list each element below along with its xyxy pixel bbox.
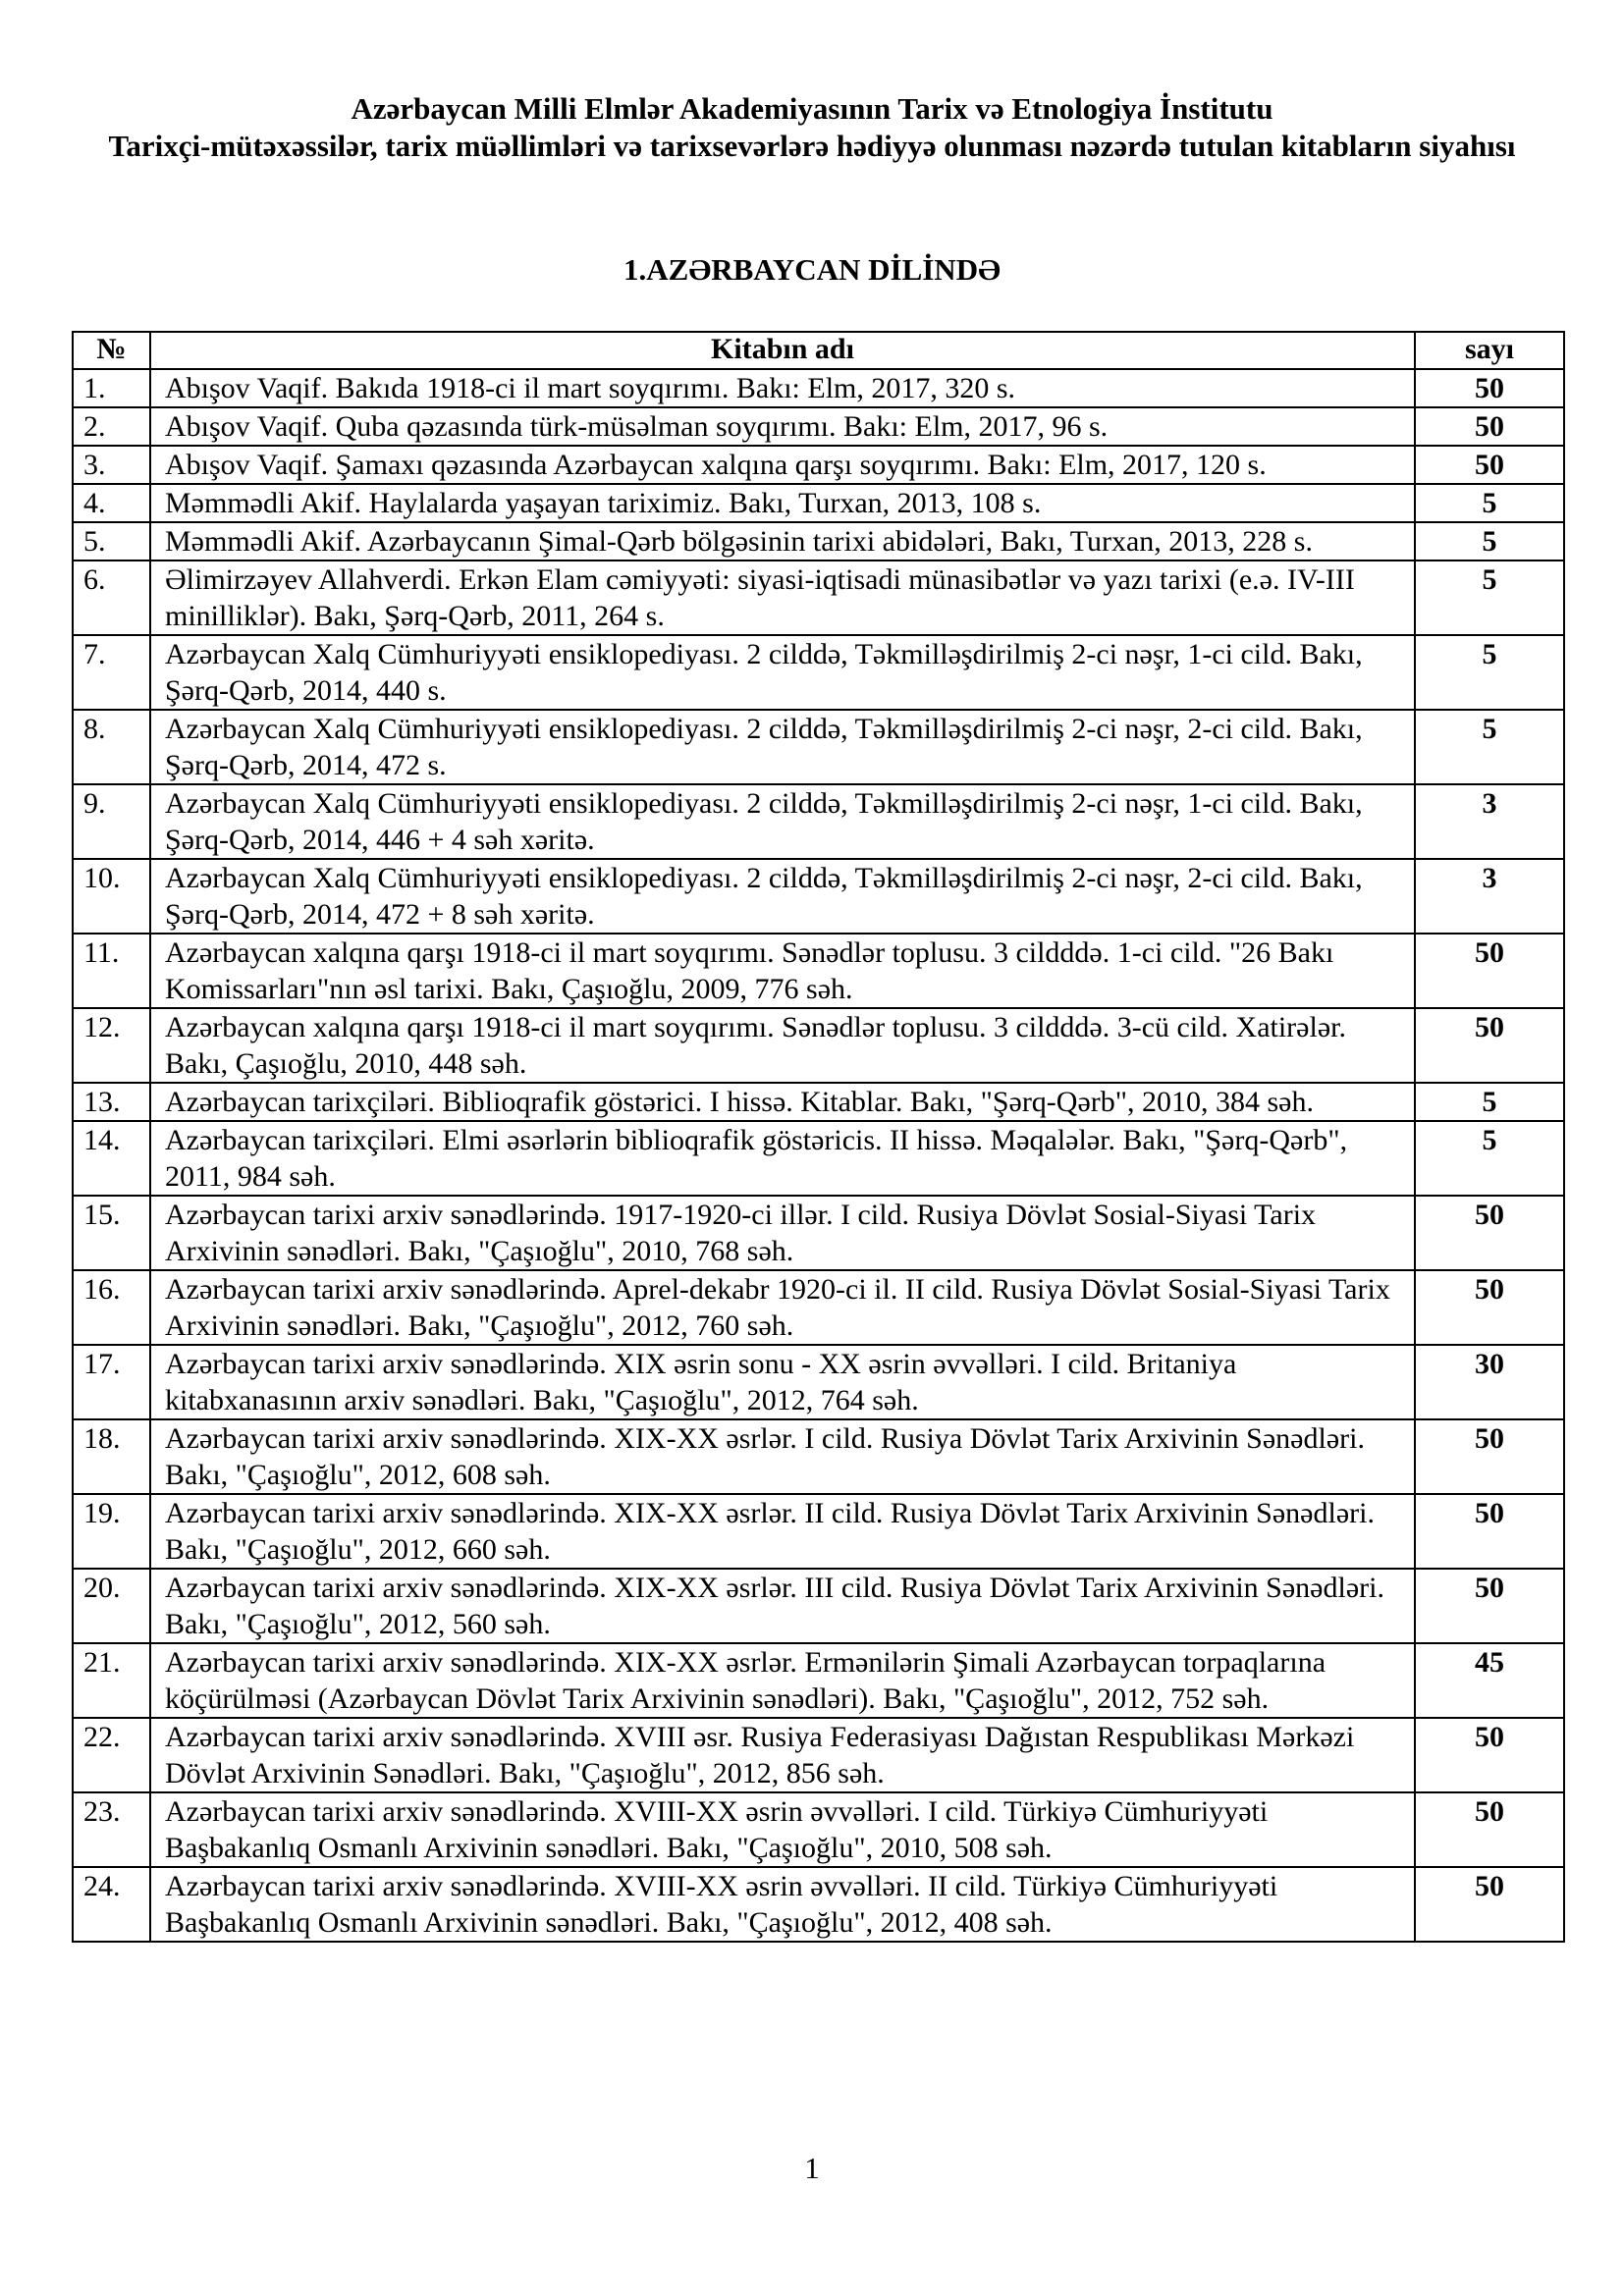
row-number: 17.: [73, 1345, 150, 1419]
row-number: 21.: [73, 1643, 150, 1718]
book-title: Azərbaycan Xalq Cümhuriyyəti ensiklopediyası. 2 cilddə, Təkmilləşdirilmiş 2-ci nəşr, 1-ci cild. Bakı, Şərq-Qərb, 2014, 446 + 4 səh xəritə.: [150, 784, 1415, 859]
book-title: Azərbaycan tarixi arxiv sənədlərində. Aprel-dekabr 1920-ci il. II cild. Rusiya Dövlət Sosial-Siyasi Tarix Arxivinin sənədləri. Bakı, "Çaşıoğlu", 2012, 760 səh.: [150, 1270, 1415, 1345]
row-number: 20.: [73, 1569, 150, 1643]
book-count: 50: [1415, 1419, 1564, 1494]
table-row: [73, 1121, 1564, 1196]
book-title: Azərbaycan Xalq Cümhuriyyəti ensiklopediyası. 2 cilddə, Təkmilləşdirilmiş 2-ci nəşr, 2-ci cild. Bakı, Şərq-Qərb, 2014, 472 s.: [150, 710, 1415, 784]
book-count: 3: [1415, 784, 1564, 859]
book-count: 45: [1415, 1643, 1564, 1718]
table-row: [73, 1345, 1564, 1419]
book-title: Azərbaycan tarixi arxiv sənədlərində. XVIII-XX əsrin əvvəlləri. II cild. Türkiyə Cümhuriyyəti Başbakanlıq Osmanlı Arxivinin sənədləri. Bakı, "Çaşıoğlu", 2012, 408 səh.: [150, 1867, 1415, 1942]
row-number: 1.: [73, 369, 150, 407]
book-count: 50: [1415, 934, 1564, 1008]
row-number: 23.: [73, 1792, 150, 1867]
book-count: 30: [1415, 1345, 1564, 1419]
row-number: 10.: [73, 859, 150, 934]
column-header-title: Kitabın adı: [150, 332, 1415, 369]
row-number: 9.: [73, 784, 150, 859]
book-title: Əlimirzəyev Allahverdi. Erkən Elam cəmiyyəti: siyasi-iqtisadi münasibətlər və yazı tarixi (e.ə. IV-III minilliklər). Bakı, Şərq-Qərb, 2011, 264 s.: [150, 561, 1415, 635]
book-title: Azərbaycan tarixi arxiv sənədlərində. XIX əsrin sonu - XX əsrin əvvəlləri. I cild. Britaniya kitabxanasının arxiv sənədləri. Bakı, "Çaşıoğlu", 2012, 764 səh.: [150, 1345, 1415, 1419]
row-number: 14.: [73, 1121, 150, 1196]
row-number: 6.: [73, 561, 150, 635]
book-title: Azərbaycan xalqına qarşı 1918-ci il mart soyqırımı. Sənədlər toplusu. 3 cildddə. 3-cü cild. Xatirələr. Bakı, Çaşıoğlu, 2010, 448 səh.: [150, 1008, 1415, 1083]
table-row: [73, 859, 1564, 934]
row-number: 11.: [73, 934, 150, 1008]
row-number: 4.: [73, 484, 150, 522]
table-row: [73, 1792, 1564, 1867]
row-number: 18.: [73, 1419, 150, 1494]
table-row: [73, 1008, 1564, 1083]
table-row: [73, 1083, 1564, 1121]
table-row: [73, 1270, 1564, 1345]
book-title: Abışov Vaqif. Bakıda 1918-ci il mart soyqırımı. Bakı: Elm, 2017, 320 s.: [150, 369, 1415, 407]
book-title: Azərbaycan tarixi arxiv sənədlərində. XIX-XX əsrlər. II cild. Rusiya Dövlət Tarix Arxivinin Sənədləri. Bakı, "Çaşıoğlu", 2012, 660 səh.: [150, 1494, 1415, 1569]
table-row: [73, 1419, 1564, 1494]
book-title: Azərbaycan Xalq Cümhuriyyəti ensiklopediyası. 2 cilddə, Təkmilləşdirilmiş 2-ci nəşr, 2-ci cild. Bakı, Şərq-Qərb, 2014, 472 + 8 səh xəritə.: [150, 859, 1415, 934]
book-count: 50: [1415, 1867, 1564, 1942]
book-count: 5: [1415, 635, 1564, 710]
book-count: 5: [1415, 484, 1564, 522]
table-row: [73, 446, 1564, 484]
book-title: Məmmədli Akif. Haylalarda yaşayan tariximiz. Bakı, Turxan, 2013, 108 s.: [150, 484, 1415, 522]
table-row: [73, 784, 1564, 859]
book-count: 5: [1415, 561, 1564, 635]
table-header-row: [73, 332, 1564, 369]
row-number: 7.: [73, 635, 150, 710]
book-count: 50: [1415, 369, 1564, 407]
table-row: [73, 710, 1564, 784]
row-number: 24.: [73, 1867, 150, 1942]
header-institute: Azərbaycan Milli Elmlər Akademiyasının Tarix və Etnologiya İnstitutu: [351, 91, 1273, 126]
section-title: 1.AZƏRBAYCAN DİLİNDƏ: [623, 252, 1001, 287]
document-header: [0, 90, 1624, 165]
column-header-count: sayı: [1415, 332, 1564, 369]
table-row: [73, 1867, 1564, 1942]
book-title: Abışov Vaqif. Quba qəzasında türk-müsəlman soyqırımı. Bakı: Elm, 2017, 96 s.: [150, 407, 1415, 446]
book-title: Azərbaycan tarixçiləri. Biblioqrafik göstərici. I hissə. Kitablar. Bakı, "Şərq-Qərb", 2010, 384 səh.: [150, 1083, 1415, 1121]
book-title: Azərbaycan tarixi arxiv sənədlərində. 1917-1920-ci illər. I cild. Rusiya Dövlət Sosial-Siyasi Tarix Arxivinin sənədləri. Bakı, "Çaşıoğlu", 2010, 768 səh.: [150, 1196, 1415, 1270]
books-table: [72, 331, 1565, 1943]
book-title: Azərbaycan tarixçiləri. Elmi əsərlərin biblioqrafik göstəricis. II hissə. Məqalələr. Bakı, "Şərq-Qərb", 2011, 984 səh.: [150, 1121, 1415, 1196]
row-number: 15.: [73, 1196, 150, 1270]
row-number: 3.: [73, 446, 150, 484]
book-title: Azərbaycan tarixi arxiv sənədlərində. XVIII əsr. Rusiya Federasiyası Dağıstan Respublikası Mərkəzi Dövlət Arxivinin Sənədləri. Bakı, "Çaşıoğlu", 2012, 856 səh.: [150, 1718, 1415, 1792]
table-row: [73, 369, 1564, 407]
book-count: 50: [1415, 1008, 1564, 1083]
book-count: 5: [1415, 1121, 1564, 1196]
book-title: Azərbaycan tarixi arxiv sənədlərində. XIX-XX əsrlər. III cild. Rusiya Dövlət Tarix Arxivinin Sənədləri. Bakı, "Çaşıoğlu", 2012, 560 səh.: [150, 1569, 1415, 1643]
book-count: 50: [1415, 1494, 1564, 1569]
book-count: 50: [1415, 446, 1564, 484]
table-row: [73, 934, 1564, 1008]
book-count: 50: [1415, 1270, 1564, 1345]
book-title: Azərbaycan tarixi arxiv sənədlərində. XIX-XX əsrlər. I cild. Rusiya Dövlət Tarix Arxivinin Sənədləri. Bakı, "Çaşıoğlu", 2012, 608 səh.: [150, 1419, 1415, 1494]
row-number: 2.: [73, 407, 150, 446]
book-count: 50: [1415, 1718, 1564, 1792]
page-number: 1: [804, 2151, 820, 2185]
table-row: [73, 1718, 1564, 1792]
row-number: 5.: [73, 522, 150, 561]
book-title: Abışov Vaqif. Şamaxı qəzasında Azərbaycan xalqına qarşı soyqırımı. Bakı: Elm, 2017, 120 s.: [150, 446, 1415, 484]
row-number: 13.: [73, 1083, 150, 1121]
row-number: 12.: [73, 1008, 150, 1083]
book-count: 50: [1415, 1792, 1564, 1867]
book-count: 5: [1415, 522, 1564, 561]
book-title: Azərbaycan tarixi arxiv sənədlərində. XVIII-XX əsrin əvvəlləri. I cild. Türkiyə Cümhuriyyəti Başbakanlıq Osmanlı Arxivinin sənədləri. Bakı, "Çaşıoğlu", 2010, 508 səh.: [150, 1792, 1415, 1867]
table-row: [73, 522, 1564, 561]
row-number: 22.: [73, 1718, 150, 1792]
table-row: [73, 1494, 1564, 1569]
book-title: Məmmədli Akif. Azərbaycanın Şimal-Qərb bölgəsinin tarixi abidələri, Bakı, Turxan, 2013, 228 s.: [150, 522, 1415, 561]
table-row: [73, 1196, 1564, 1270]
book-count: 5: [1415, 710, 1564, 784]
book-count: 50: [1415, 407, 1564, 446]
table-row: [73, 635, 1564, 710]
table-row: [73, 407, 1564, 446]
column-header-number: №: [73, 332, 150, 369]
row-number: 16.: [73, 1270, 150, 1345]
table-row: [73, 561, 1564, 635]
book-count: 50: [1415, 1569, 1564, 1643]
books-table-body: [73, 369, 1564, 1942]
book-count: 50: [1415, 1196, 1564, 1270]
book-count: 3: [1415, 859, 1564, 934]
book-title: Azərbaycan tarixi arxiv sənədlərində. XIX-XX əsrlər. Ermənilərin Şimali Azərbaycan torpaqlarına köçürülməsi (Azərbaycan Dövlət Tarix Arxivinin sənədləri). Bakı, "Çaşıoğlu", 2012, 752 səh.: [150, 1643, 1415, 1718]
table-row: [73, 1569, 1564, 1643]
book-count: 5: [1415, 1083, 1564, 1121]
table-row: [73, 1643, 1564, 1718]
row-number: 8.: [73, 710, 150, 784]
book-title: Azərbaycan xalqına qarşı 1918-ci il mart soyqırımı. Sənədlər toplusu. 3 cildddə. 1-ci cild. "26 Bakı Komissarları"nın əsl tarixi. Bakı, Çaşıoğlu, 2009, 776 səh.: [150, 934, 1415, 1008]
book-title: Azərbaycan Xalq Cümhuriyyəti ensiklopediyası. 2 cilddə, Təkmilləşdirilmiş 2-ci nəşr, 1-ci cild. Bakı, Şərq-Qərb, 2014, 440 s.: [150, 635, 1415, 710]
table-row: [73, 484, 1564, 522]
header-list-title: Tarixçi-mütəxəssilər, tarix müəllimləri və tarixsevərlərə hədiyyə olunması nəzərdə tutulan kitabların siyahısı: [108, 129, 1516, 163]
row-number: 19.: [73, 1494, 150, 1569]
